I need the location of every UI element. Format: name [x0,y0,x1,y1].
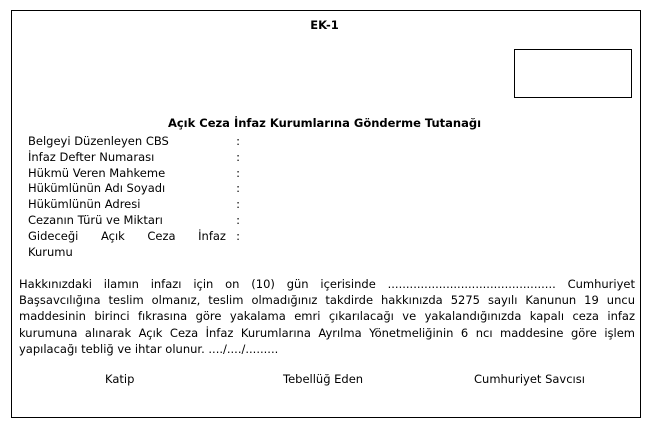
signature-prosecutor: Cumhuriyet Savcısı [474,372,585,386]
field-label: Hükümlünün Adresi [28,197,141,212]
field-label: Hükümlünün Adı Soyadı [28,181,166,196]
field-label-word: Gideceği [28,228,79,243]
field-row [28,213,240,229]
field-row [28,181,240,197]
field-row [28,166,240,182]
field-label-word: Açık [100,228,125,243]
signature-recipient: Tebellüğ Eden [283,372,364,386]
field-label: Cezanın Türü ve Miktarı [28,212,163,227]
field-list [28,134,240,260]
field-colon: : [236,197,240,212]
field-row [28,197,240,213]
field-row [28,150,240,166]
field-colon: : [236,228,240,243]
field-label-word: Ceza [147,228,176,243]
field-colon: : [236,181,240,196]
field-label-word: İnfaz [198,228,226,243]
form-title: Açık Ceza İnfaz Kurumlarına Gönderme Tutanağı [167,116,482,130]
form-code: EK-1 [310,18,339,32]
field-label: Hükmü Veren Mahkeme [28,165,166,180]
photo-box [514,49,632,98]
signature-clerk: Katip [105,372,135,386]
field-label: Belgeyi Düzenleyen CBS [28,134,169,148]
field-row-continuation [28,245,240,261]
notice-paragraph: Hakkınızdaki ilamın infazı için on (10) gün içerisinde .............................................. Cumhuriyet Başsavcılığına teslim olmanız, teslim olmadığınız takdirde hakkınızda 5275 sayılı Kanunun 19 uncu maddesinin birinci fıkrasına göre yakalama emri çıkarılacağı ve yakalandığınızda kapalı ceza infaz kurumuna alınarak Açık Ceza İnfaz Kurumlarına Ayrılma Yönetmeliğinin 6 ncı maddesine göre işlem yapılacağı tebliğ ve ihtar olunur. ..../..../......... [19,277,635,356]
field-colon: : [236,149,240,164]
field-label [28,229,232,245]
field-label: İnfaz Defter Numarası [28,149,155,164]
field-colon: : [236,165,240,180]
field-label-continuation: Kurumu [28,244,73,259]
field-row [28,134,240,150]
field-row [28,229,240,245]
field-colon: : [236,212,240,227]
field-colon: : [236,134,240,148]
